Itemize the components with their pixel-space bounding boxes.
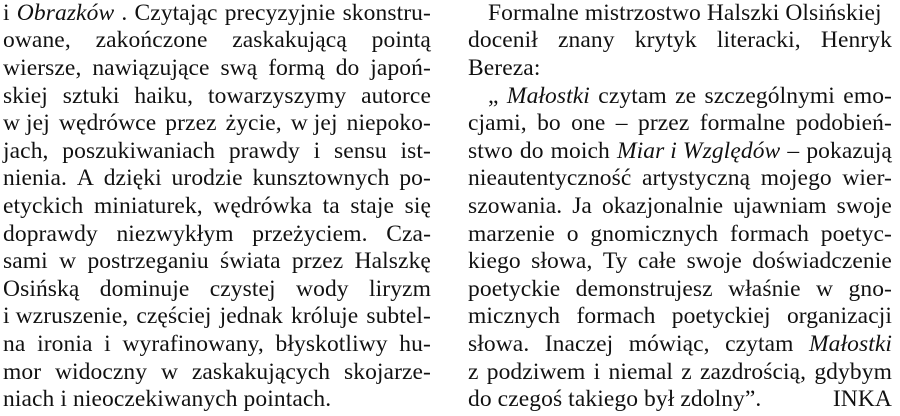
word: artystyczną: [642, 165, 751, 191]
word: skojarze-: [343, 359, 431, 385]
word: w: [816, 276, 834, 302]
word: do: [335, 55, 360, 81]
text-line: [3, 221, 431, 248]
text-line: [468, 276, 892, 303]
word: i: [3, 0, 10, 26]
word: i: [593, 359, 601, 385]
word: Ja: [572, 193, 592, 219]
word: –: [787, 138, 800, 164]
word: przez: [637, 110, 690, 136]
word: swoje: [836, 193, 892, 219]
word: skiej: [3, 83, 48, 109]
word: podziwem: [486, 359, 586, 385]
word: urodzie: [171, 165, 243, 191]
word: nienia.: [3, 165, 67, 191]
word: do czegoś takiego był zdolny”.: [468, 386, 762, 412]
word: podobień-: [795, 110, 892, 136]
word: mojego: [760, 165, 832, 191]
word: Formalne: [488, 0, 579, 26]
word: wyrafinowany,: [122, 331, 264, 357]
italic-title: Małostki: [808, 331, 892, 357]
word: króluje: [290, 303, 359, 329]
word: poetyckie: [468, 276, 561, 302]
word: na: [3, 331, 26, 357]
text-line: [468, 221, 892, 248]
word: japoń-: [370, 55, 431, 81]
word: niepoko-: [346, 110, 431, 136]
word: i: [104, 331, 111, 357]
text-line: [3, 55, 431, 82]
word: postrzeganiu: [87, 248, 209, 274]
word: ironia: [37, 331, 93, 357]
word: czytam: [725, 331, 794, 357]
word: właśnie: [728, 276, 801, 302]
word: prawdy: [228, 138, 300, 164]
word: swoje: [686, 248, 742, 274]
word: słowa,: [531, 248, 593, 274]
word: dzięki: [103, 165, 162, 191]
word: wiersze,: [3, 55, 82, 81]
word: w: [59, 248, 77, 274]
word: moich: [550, 138, 610, 164]
text-line: [3, 27, 431, 54]
word: sami: [3, 248, 48, 274]
word: przeżyciem.: [252, 221, 368, 247]
text-line: [3, 165, 431, 192]
word: –: [615, 110, 628, 136]
word: formą: [268, 55, 325, 81]
text-line: [468, 110, 892, 137]
word: Halszkę: [354, 248, 431, 274]
word: w jej: [290, 110, 338, 136]
word: Cza-: [386, 221, 431, 247]
word: w jej: [3, 110, 50, 136]
word: gdybym: [814, 359, 892, 385]
text-line: [3, 248, 431, 275]
word: gnomicznych: [590, 221, 719, 247]
text-line: [3, 386, 331, 413]
word: jach,: [3, 138, 49, 164]
word: mówiąc,: [628, 331, 710, 357]
text-line: [3, 331, 431, 358]
word: niezwykłym: [116, 221, 234, 247]
word: całe: [637, 248, 677, 274]
word: zaskakującą: [232, 27, 347, 53]
word: owane,: [3, 27, 71, 53]
author-signature: INKA: [832, 386, 892, 412]
word: słowa.: [468, 331, 530, 357]
word: pokazują: [806, 138, 892, 164]
text-line: [3, 110, 431, 137]
word: A: [76, 165, 94, 191]
word: poetyc-: [820, 221, 892, 247]
text-line: [468, 138, 892, 165]
word: znany: [558, 27, 615, 53]
word: ze: [675, 83, 697, 109]
word: doświadczenie: [752, 248, 892, 274]
text-line: [488, 0, 882, 27]
word: okazjonalnie: [601, 193, 724, 219]
word: niemal: [608, 359, 674, 385]
word: nawiązujące: [92, 55, 210, 81]
word: mistrzostwo: [584, 0, 701, 26]
word: one: [571, 110, 606, 136]
word: przez: [165, 110, 217, 136]
word: „: [488, 83, 499, 109]
word: wędrówka: [213, 193, 313, 219]
word: swą: [220, 55, 258, 81]
word: emo-: [843, 83, 892, 109]
word: docenił: [468, 27, 538, 53]
text-line: [3, 303, 431, 330]
word: krytyk: [634, 27, 697, 53]
word: doprawdy: [3, 221, 98, 247]
text-line: [3, 276, 431, 303]
text-line: [3, 83, 431, 110]
word: micznych: [468, 303, 561, 329]
word: hu-: [399, 331, 431, 357]
text-line: [468, 386, 892, 413]
word: cjami,: [468, 110, 527, 136]
word: wody: [296, 276, 349, 302]
word: i: [313, 138, 321, 164]
word: kunsztownych: [252, 165, 390, 191]
word: ist-: [400, 138, 431, 164]
text-line: [488, 83, 892, 110]
word: literacki,: [716, 27, 801, 53]
word: miniaturek,: [94, 193, 203, 219]
word: po-: [399, 165, 431, 191]
word: stwo: [468, 138, 513, 164]
word: czytam: [598, 83, 667, 109]
word: poszukiwaniach: [62, 138, 216, 164]
word: jednak: [219, 303, 283, 329]
italic-title: Małostki: [506, 83, 590, 109]
text-line: [3, 0, 431, 27]
word: życie,: [225, 110, 282, 136]
word: nieautentyczność: [468, 165, 632, 191]
word: szczególnymi: [704, 83, 835, 109]
text-line: [468, 27, 892, 54]
text-line: [468, 193, 892, 220]
word: pointą: [371, 27, 431, 53]
word: szowania.: [468, 193, 563, 219]
word: Czytając: [134, 0, 218, 26]
word: do: [519, 138, 544, 164]
italic-title: Miar i Względów: [616, 138, 781, 164]
word: z: [681, 359, 692, 385]
word: staje: [350, 193, 394, 219]
word: demonstrujesz: [575, 276, 713, 302]
word: świata: [220, 248, 281, 274]
italic-title: Obrazków: [16, 0, 115, 26]
word: liryzm: [369, 276, 431, 302]
word: formalne: [699, 110, 786, 136]
word: sztuki: [62, 83, 120, 109]
text-line: [468, 55, 540, 82]
word: błyskotliwy: [275, 331, 388, 357]
word: się: [404, 193, 431, 219]
word: gno-: [848, 276, 892, 302]
word: o: [566, 221, 579, 247]
word: haiku,: [134, 83, 194, 109]
word: przez: [291, 248, 344, 274]
word: czystej: [209, 276, 276, 302]
word: mor: [3, 359, 42, 385]
text-line: [468, 165, 892, 192]
word: w: [160, 359, 179, 385]
word: towarzyszymy: [207, 83, 347, 109]
word: ta: [322, 193, 340, 219]
word: wier-: [842, 165, 892, 191]
word: organizacji: [786, 303, 892, 329]
text-line: [3, 359, 431, 386]
word: Ty: [602, 248, 628, 274]
word: Halszki: [706, 0, 780, 26]
word: niach i nieoczekiwanych pointach.: [3, 386, 332, 412]
word: autorce: [361, 83, 431, 109]
text-line: [468, 331, 892, 358]
word: Inaczej: [544, 331, 614, 357]
word: subtel-: [366, 303, 431, 329]
text-line: [3, 193, 431, 220]
text-line: [468, 303, 892, 330]
word: dominuje: [99, 276, 190, 302]
word: zakończone: [95, 27, 208, 53]
word: wędrówce: [58, 110, 157, 136]
word: marzenie: [468, 221, 555, 247]
word: kiego: [468, 248, 521, 274]
text-line: [3, 138, 431, 165]
word: zazdrością,: [699, 359, 807, 385]
word: etyckich: [3, 193, 84, 219]
word: ujawniam: [733, 193, 827, 219]
word: .: [121, 0, 128, 26]
text-line: [468, 359, 892, 386]
word: widoczny: [54, 359, 148, 385]
word: bo: [537, 110, 561, 136]
word: Henryk: [820, 27, 892, 53]
word: Bereza:: [468, 55, 541, 81]
word: z: [468, 359, 479, 385]
word: precyzyjnie: [224, 0, 336, 26]
word: sensu: [334, 138, 387, 164]
word: częściej: [136, 303, 212, 329]
word: Olsińskiej: [785, 0, 882, 26]
word: skonstru-: [342, 0, 431, 26]
word: Osińską: [3, 276, 80, 302]
word: poetyckiej: [671, 303, 771, 329]
word: formach: [576, 303, 656, 329]
word: formach: [729, 221, 809, 247]
spacer: [782, 386, 812, 413]
word: zaskakujących: [191, 359, 331, 385]
text-line: [468, 248, 892, 275]
word: i wzruszenie,: [3, 303, 129, 329]
